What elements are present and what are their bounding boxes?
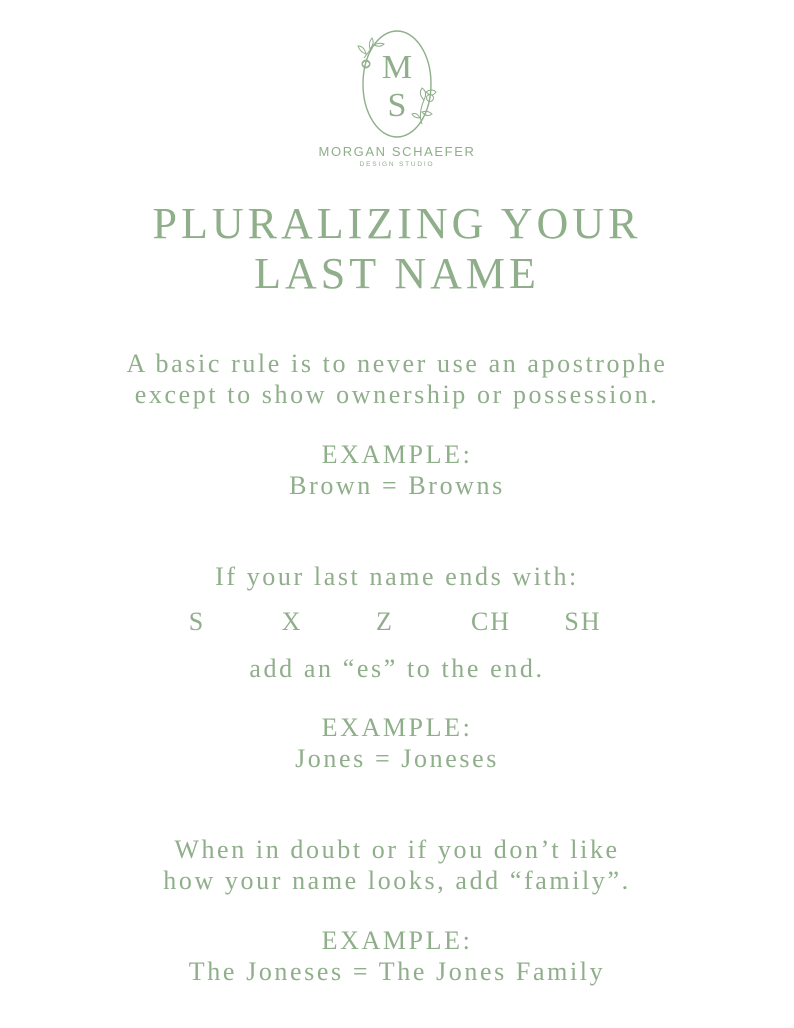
example-text-2: Jones = Joneses bbox=[295, 744, 499, 773]
example-label-3: EXAMPLE: bbox=[321, 926, 473, 955]
rule-text-line-2: except to show ownership or possession. bbox=[134, 380, 660, 409]
monogram-emblem bbox=[352, 28, 442, 140]
doubt-text-line-2: how your name looks, add “family”. bbox=[163, 866, 631, 895]
ending-letters bbox=[0, 607, 794, 639]
flower-icon bbox=[412, 88, 436, 124]
ending-letter: CH bbox=[470, 607, 512, 636]
example-label-2: EXAMPLE: bbox=[321, 713, 473, 742]
page-title-line-2: LAST NAME bbox=[254, 249, 540, 298]
ending-outro: add an “es” to the end. bbox=[249, 654, 545, 683]
ending-letter: S bbox=[188, 607, 206, 636]
ending-letter: Z bbox=[376, 607, 394, 636]
example-text-1: Brown = Browns bbox=[289, 471, 505, 500]
example-text-3: The Joneses = The Jones Family bbox=[188, 957, 606, 986]
ending-letter: SH bbox=[564, 607, 602, 636]
brand-name: MORGAN SCHAEFER bbox=[318, 144, 476, 159]
brand-subtitle: DESIGN STUDIO bbox=[359, 161, 435, 168]
ending-intro: If your last name ends with: bbox=[215, 562, 579, 591]
page-title-line-1: PLURALIZING YOUR bbox=[152, 199, 642, 248]
brand-logo bbox=[0, 28, 794, 169]
ending-letter: X bbox=[281, 607, 303, 636]
flower-icon bbox=[358, 38, 384, 68]
example-label-1: EXAMPLE: bbox=[321, 440, 473, 469]
rule-text-line-1: A basic rule is to never use an apostrophe bbox=[126, 349, 668, 378]
doubt-text-line-1: When in doubt or if you don’t like bbox=[174, 835, 620, 864]
monogram-letter-top: M bbox=[381, 49, 413, 86]
monogram-letter-bottom: S bbox=[387, 87, 407, 124]
